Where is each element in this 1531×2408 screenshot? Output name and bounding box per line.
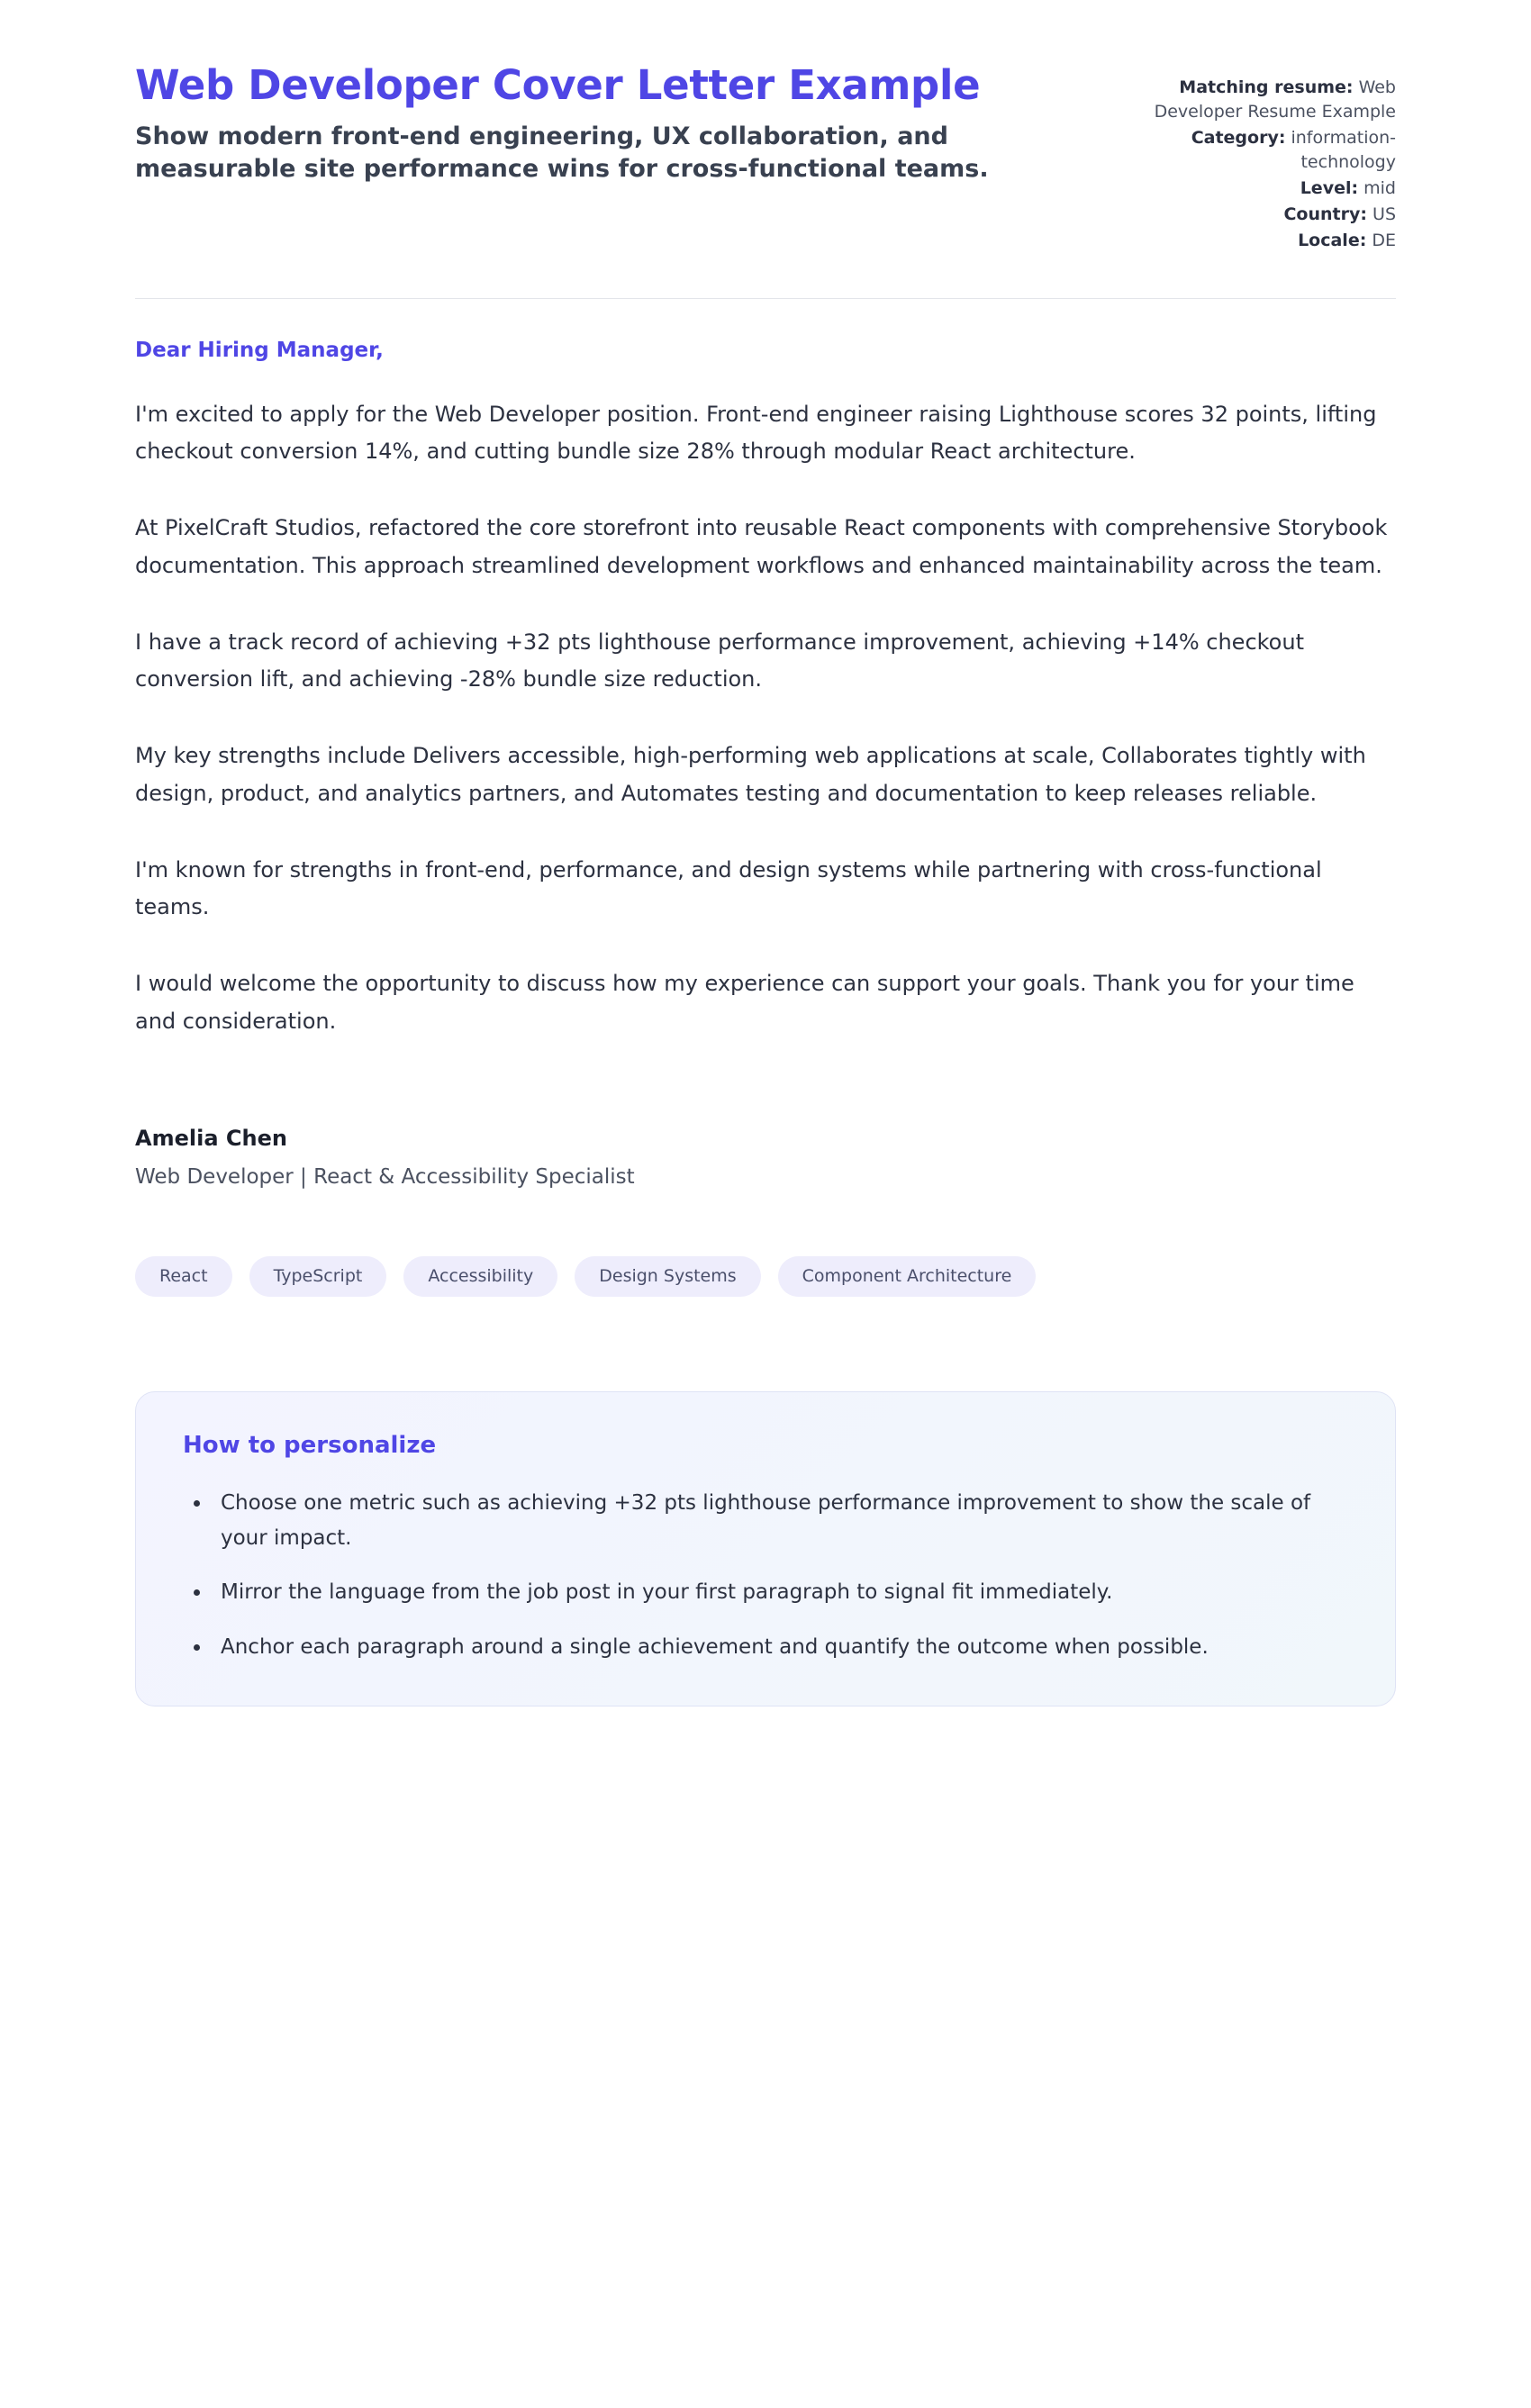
list-item: • Mirror the language from the job post in your first paragraph to signal fit immediately.	[212, 1575, 1348, 1610]
meta-locale-label: Locale:	[1298, 230, 1367, 250]
page-title: Web Developer Cover Letter Example	[135, 61, 981, 109]
meta-level-label: Level:	[1300, 177, 1359, 198]
document-header	[135, 63, 1396, 255]
meta-level-value: mid	[1363, 177, 1396, 198]
meta-matching-resume-value: Web Developer Resume Example	[1154, 77, 1396, 122]
meta-matching-resume-label: Matching resume:	[1179, 77, 1354, 97]
letter-paragraph-2: At PixelCraft Studios, refactored the core storefront into reusable React components with comprehensive Storybook documentation. This approach streamlined development workflows and enhanced maintainability across the team.	[135, 515, 1388, 578]
letter-paragraph-6: I would welcome the opportunity to discuss how my experience can support your goals. Thank you for your time and consideration.	[135, 971, 1354, 1034]
meta-country	[1153, 203, 1396, 227]
signature-name: Amelia Chen	[135, 1125, 287, 1151]
personalize-card	[135, 1391, 1396, 1707]
personalize-tip-list	[183, 1486, 1348, 1665]
letter-paragraph-3: I have a track record of achieving +32 pts lighthouse performance improvement, achieving +14% checkout conversion lift, and achieving -28% bundle size reduction.	[135, 629, 1304, 693]
meta-matching-resume	[1153, 76, 1396, 124]
header-divider	[135, 298, 1396, 299]
signature-role: Web Developer | React & Accessibility Specialist	[135, 1164, 635, 1189]
meta-category-value: information-technology	[1291, 127, 1396, 172]
meta-country-value: US	[1372, 204, 1396, 224]
meta-level	[1153, 177, 1396, 201]
cover-letter-body	[135, 339, 1396, 1189]
meta-country-label: Country:	[1283, 204, 1367, 224]
list-item: • Choose one metric such as achieving +32 pts lighthouse performance improvement to show the scale of your impact.	[212, 1486, 1348, 1555]
meta-locale	[1153, 229, 1396, 253]
letter-paragraph-4: My key strengths include Delivers accessible, high-performing web applications at scale, Collaborates tightly with design, product, and analytics partners, and Automates testing and documentation to keep releases reliable.	[135, 743, 1366, 806]
header-text-block	[135, 63, 1045, 186]
meta-category	[1153, 126, 1396, 175]
skill-tag-list	[135, 1256, 1396, 1297]
skill-tag[interactable]: Design Systems	[575, 1256, 760, 1297]
page-subtitle: Show modern front-end engineering, UX collaboration, and measurable site performance wins for cross-functional teams.	[135, 122, 989, 184]
skill-tag[interactable]: Component Architecture	[778, 1256, 1037, 1297]
personalize-card-title: How to personalize	[183, 1431, 437, 1459]
skill-tag[interactable]: Accessibility	[403, 1256, 557, 1297]
letter-paragraph-1: I'm excited to apply for the Web Developer position. Front-end engineer raising Lighthouse scores 32 points, lifting checkout conversion 14%, and cutting bundle size 28% through modular React architecture.	[135, 401, 1377, 465]
document-metadata	[1153, 63, 1396, 255]
letter-salutation: Dear Hiring Manager,	[135, 338, 384, 362]
skill-tag[interactable]: React	[135, 1256, 232, 1297]
meta-category-label: Category:	[1191, 127, 1286, 148]
letter-signature	[135, 1126, 1396, 1189]
list-item: • Anchor each paragraph around a single achievement and quantify the outcome when possible.	[212, 1630, 1348, 1665]
meta-locale-value: DE	[1372, 230, 1396, 250]
letter-paragraph-5: I'm known for strengths in front-end, performance, and design systems while partnering with cross-functional teams.	[135, 856, 1322, 920]
skill-tag[interactable]: TypeScript	[249, 1256, 387, 1297]
